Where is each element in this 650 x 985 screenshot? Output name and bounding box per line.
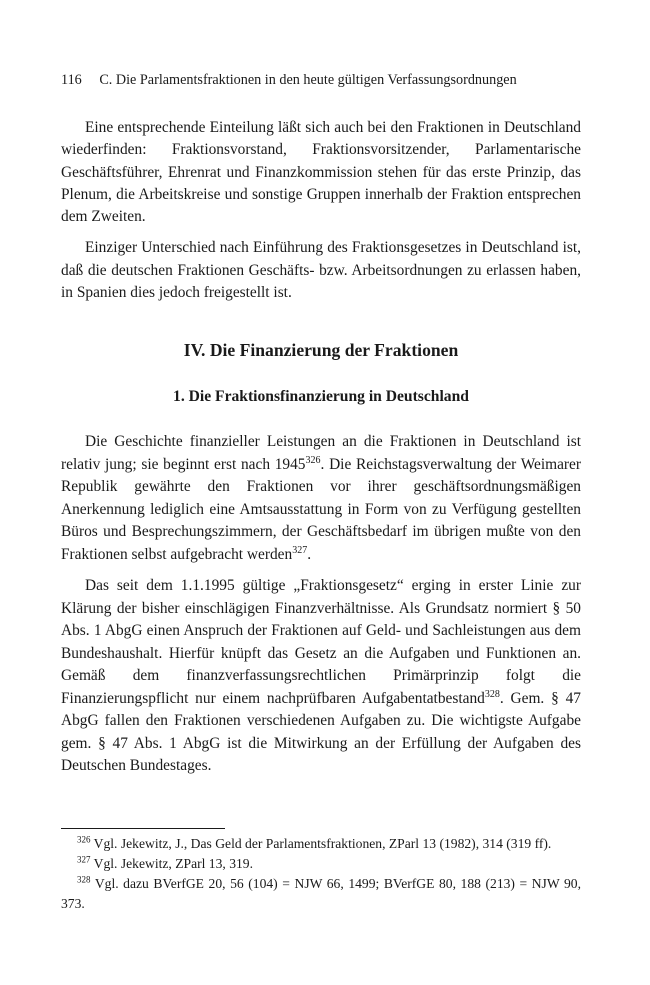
paragraph-4-text-b: . Gem. § 47 AbgG fallen den Fraktionen verschiedenen Aufgaben zu. Die wichtigste Aufgabe gem. § 47 Abs. 1 AbgG ist die Mitwirkung an der Erfüllung der Aufgaben des Deutschen Bundestages. xyxy=(61,689,581,774)
body-text-top xyxy=(61,117,581,304)
footnote-number: 327 xyxy=(77,854,91,865)
paragraph-1: Eine entsprechende Einteilung läßt sich auch bei den Fraktionen in Deutschland wiederfinden: Fraktionsvorstand, Fraktionsvorsitzender, Parlamentarische Geschäftsführer, Ehrenrat und Finanzkommission stehen für das erste Prinzip, das Plenum, die Arbeitskreise und sonstige Gruppen innerhalb der Fraktion entsprechen dem Zweiten. xyxy=(61,119,581,226)
footnote-text: Vgl. dazu BVerfGE 20, 56 (104) = NJW 66, 1499; BVerfGE 80, 188 (213) = NJW 90, 373. xyxy=(61,876,581,911)
subsection-heading: 1. Die Fraktionsfinanzierung in Deutschland xyxy=(173,388,469,405)
footnote-number: 328 xyxy=(77,874,91,885)
footnote-ref-328[interactable]: 328 xyxy=(484,688,500,700)
page-number: 116 xyxy=(61,72,82,88)
footnote-number: 326 xyxy=(77,834,91,845)
footnote-327 xyxy=(61,854,581,874)
footnote-326 xyxy=(61,834,581,854)
footnotes xyxy=(61,834,581,914)
footnote-separator xyxy=(61,828,225,829)
paragraph-3-text-a: Die Geschichte finanzieller Leistungen an die Fraktionen in Deutschland ist relativ jung; sie beginnt erst nach 1945 xyxy=(61,433,581,473)
section-heading: IV. Die Finanzierung der Fraktionen xyxy=(183,340,459,360)
paragraph-4 xyxy=(61,575,581,778)
body-text-section xyxy=(61,431,581,778)
paragraph-3 xyxy=(61,431,581,566)
running-head xyxy=(61,72,581,89)
footnote-ref-327[interactable]: 327 xyxy=(292,544,308,556)
footnote-text: Vgl. Jekewitz, J., Das Geld der Parlamentsfraktionen, ZParl 13 (1982), 314 (319 ff). xyxy=(93,836,552,851)
running-title: C. Die Parlamentsfraktionen in den heute gültigen Verfassungsordnungen xyxy=(99,72,517,88)
footnote-328 xyxy=(61,874,581,914)
paragraph-4-text-a: Das seit dem 1.1.1995 gültige „Fraktionsgesetz“ erging in erster Linie zur Klärung der bisher einschlägigen Finanzverhältnisse. Als Grundsatz normiert § 50 Abs. 1 AbgG einen Anspruch der Fraktionen auf Geld- und Sachleistungen aus dem Bundeshaushalt. Hierfür knüpft das Gesetz an die Aufgaben und Funktionen an. Gemäß dem finanzverfassungsrechtlichen Primärprinzip folgt die Finanzierungspflicht nur einem nachprüfbaren Aufgabentatbestand xyxy=(61,577,581,707)
footnote-text: Vgl. Jekewitz, ZParl 13, 319. xyxy=(93,856,253,871)
paragraph-3-text-b: . Die Reichstagsverwaltung der Weimarer Republik gewährte den Fraktionen vor ihrer geschäftsordnungsmäßigen Anerkennung lediglich eine Amtsausstattung in Form von zu Verfügung gestellten Büros und Besprechungszimmern, der Geschäftsbedarf im übrigen mußte von den Fraktionen selbst aufgebracht werden xyxy=(61,455,581,563)
paragraph-2: Einziger Unterschied nach Einführung des Fraktionsgesetzes in Deutschland ist, daß die deutschen Fraktionen Geschäfts- bzw. Arbeitsordnungen zu erlassen haben, in Spanien dies jedoch freigestellt ist. xyxy=(61,239,581,302)
footnote-ref-326[interactable]: 326 xyxy=(305,454,321,466)
paragraph-3-text-c: . xyxy=(307,545,312,563)
